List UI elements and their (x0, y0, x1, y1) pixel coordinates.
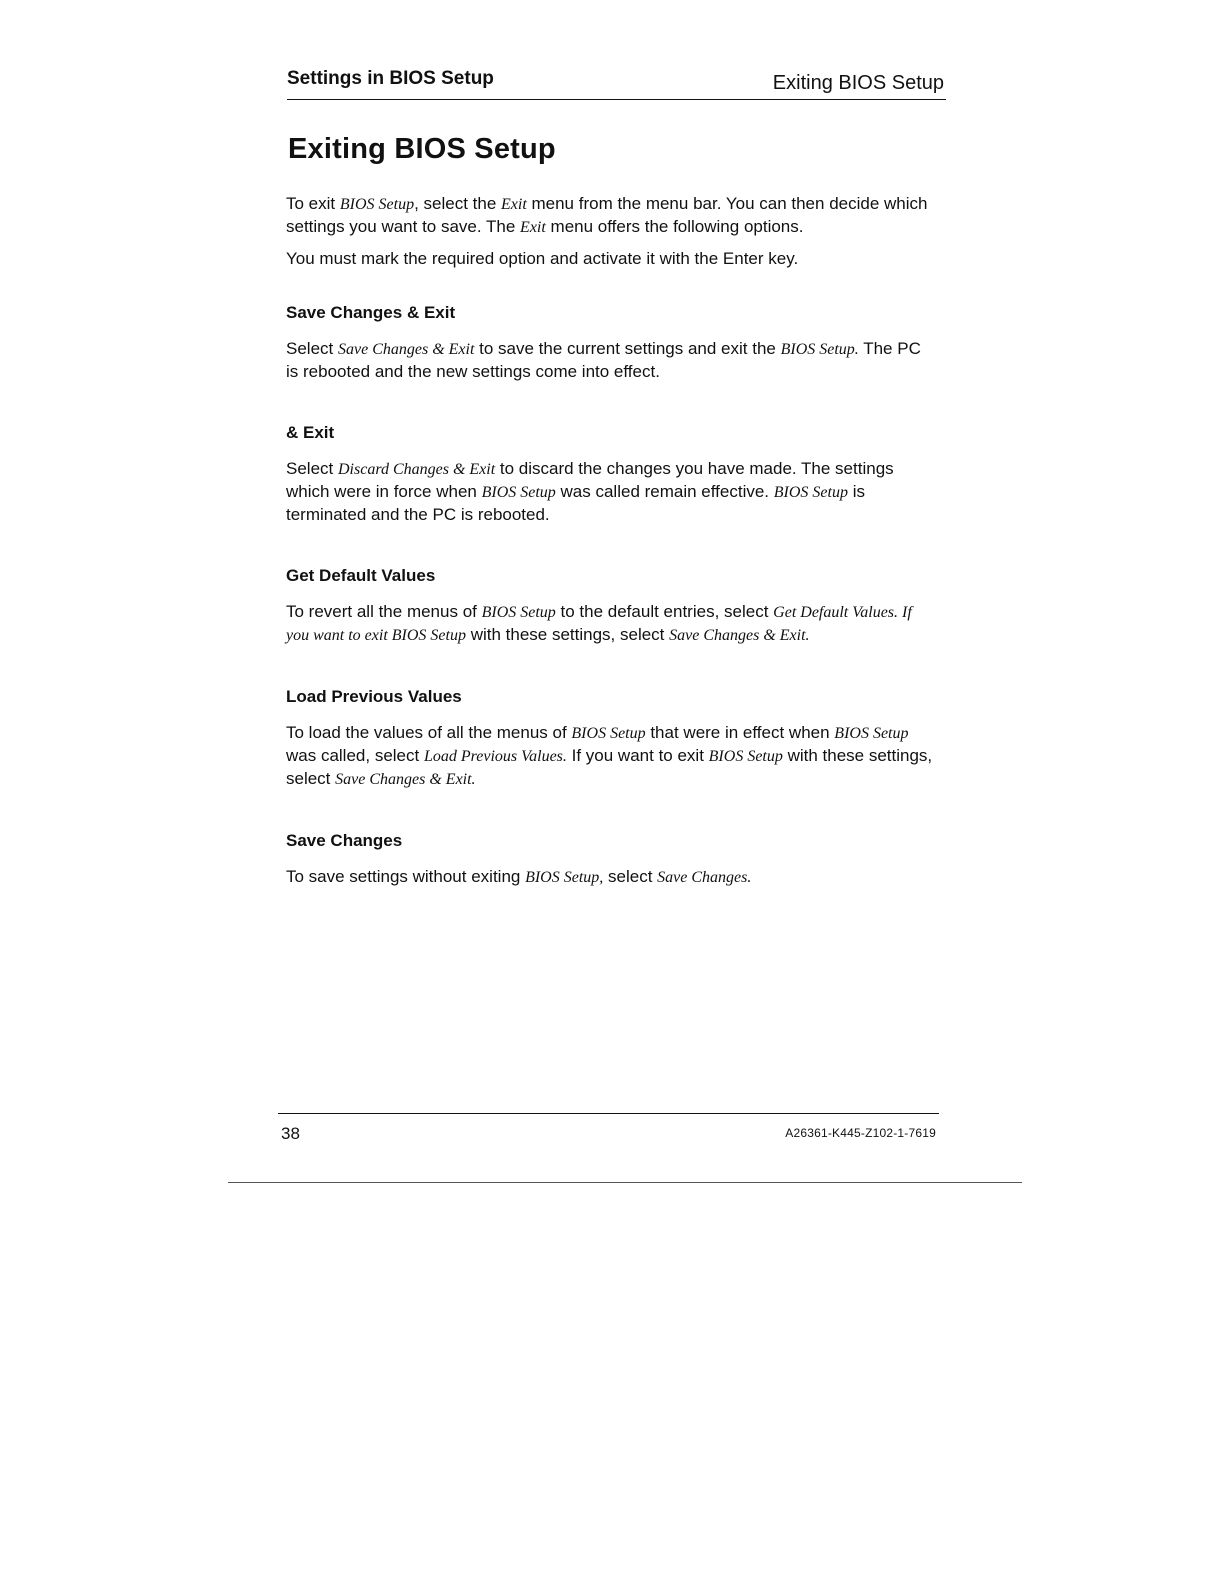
page-title: Exiting BIOS Setup (288, 133, 556, 165)
term: Save Changes & Exit. (669, 627, 810, 644)
running-header (287, 66, 946, 100)
text-run: The PC is rebooted and the new settings come into effect. (286, 339, 921, 381)
text-run: with these settings, select (465, 625, 670, 644)
term: Discard Changes & Exit (337, 461, 496, 478)
text-run: to save the current settings and exit the (474, 339, 781, 358)
page-footer (278, 1113, 939, 1144)
section-save-changes-exit (286, 302, 936, 383)
term: BIOS Setup (773, 484, 848, 501)
section-save-changes (286, 830, 936, 889)
text-run: select (603, 867, 658, 886)
text-run: , select the (414, 194, 501, 213)
section-discard-exit (286, 422, 936, 526)
text-run: To save settings without exiting (286, 867, 526, 886)
text-run: to discard the changes you have made. The settings which were in force when (286, 459, 894, 501)
intro-instruction: You must mark the required option and activate it with the Enter key. (286, 249, 799, 268)
section-body (286, 338, 936, 383)
section-heading: Save Changes (286, 831, 403, 850)
text-run: to the default entries, select (555, 602, 774, 621)
term: BIOS Setup (339, 196, 415, 213)
text-run: menu offers the following options. (545, 217, 804, 236)
section-body (286, 601, 936, 647)
term: Save Changes & Exit. (335, 771, 476, 788)
text-run: with these settings, select (286, 746, 933, 788)
term: Load Previous Values. (423, 748, 567, 765)
text-run: was called, select (286, 746, 424, 765)
term: Save Changes. (657, 869, 752, 886)
term: BIOS Setup, (525, 869, 604, 886)
section-heading: & Exit (286, 423, 335, 442)
text-run: To exit (286, 194, 340, 213)
page-number: 38 (281, 1124, 300, 1143)
section-body (286, 458, 936, 526)
term: BIOS Setup (481, 484, 556, 501)
section-load-previous-values (286, 686, 936, 791)
text-run: To revert all the menus of (286, 602, 482, 621)
header-chapter: Settings in BIOS Setup (287, 68, 494, 89)
text-run: Select (286, 459, 338, 478)
section-heading: Load Previous Values (286, 687, 462, 706)
header-section: Exiting BIOS Setup (772, 72, 944, 94)
text-run: that were in effect when (645, 723, 835, 742)
term: BIOS Setup. (780, 341, 859, 358)
text-run: To load the values of all the menus of (286, 723, 572, 742)
text-run: is terminated and the PC is rebooted. (286, 482, 865, 524)
section-body (286, 722, 936, 791)
term: BIOS Setup (571, 725, 646, 742)
term: Exit (501, 196, 527, 213)
section-get-default-values (286, 565, 936, 647)
text-run: Select (286, 339, 338, 358)
term: BIOS Setup (708, 748, 783, 765)
section-heading: Get Default Values (286, 566, 436, 585)
term: BIOS Setup (481, 604, 556, 621)
intro-paragraph (286, 193, 936, 239)
term: Get Default Values. If you want to exit BIOS Setup (286, 604, 912, 644)
term: Save Changes & Exit (337, 341, 475, 358)
section-body (286, 866, 936, 889)
document-id: A26361-K445-Z102-1-7619 (785, 1126, 936, 1140)
section-heading: Save Changes & Exit (286, 303, 456, 322)
text-run: menu from the menu bar. You can then decide which settings you want to save. The (286, 194, 928, 236)
scan-edge-divider (228, 1182, 1022, 1183)
text-run: was called remain effective. (555, 482, 774, 501)
page-content (286, 193, 936, 928)
term: Exit (520, 219, 546, 236)
term: BIOS Setup (834, 725, 909, 742)
text-run: If you want to exit (566, 746, 709, 765)
